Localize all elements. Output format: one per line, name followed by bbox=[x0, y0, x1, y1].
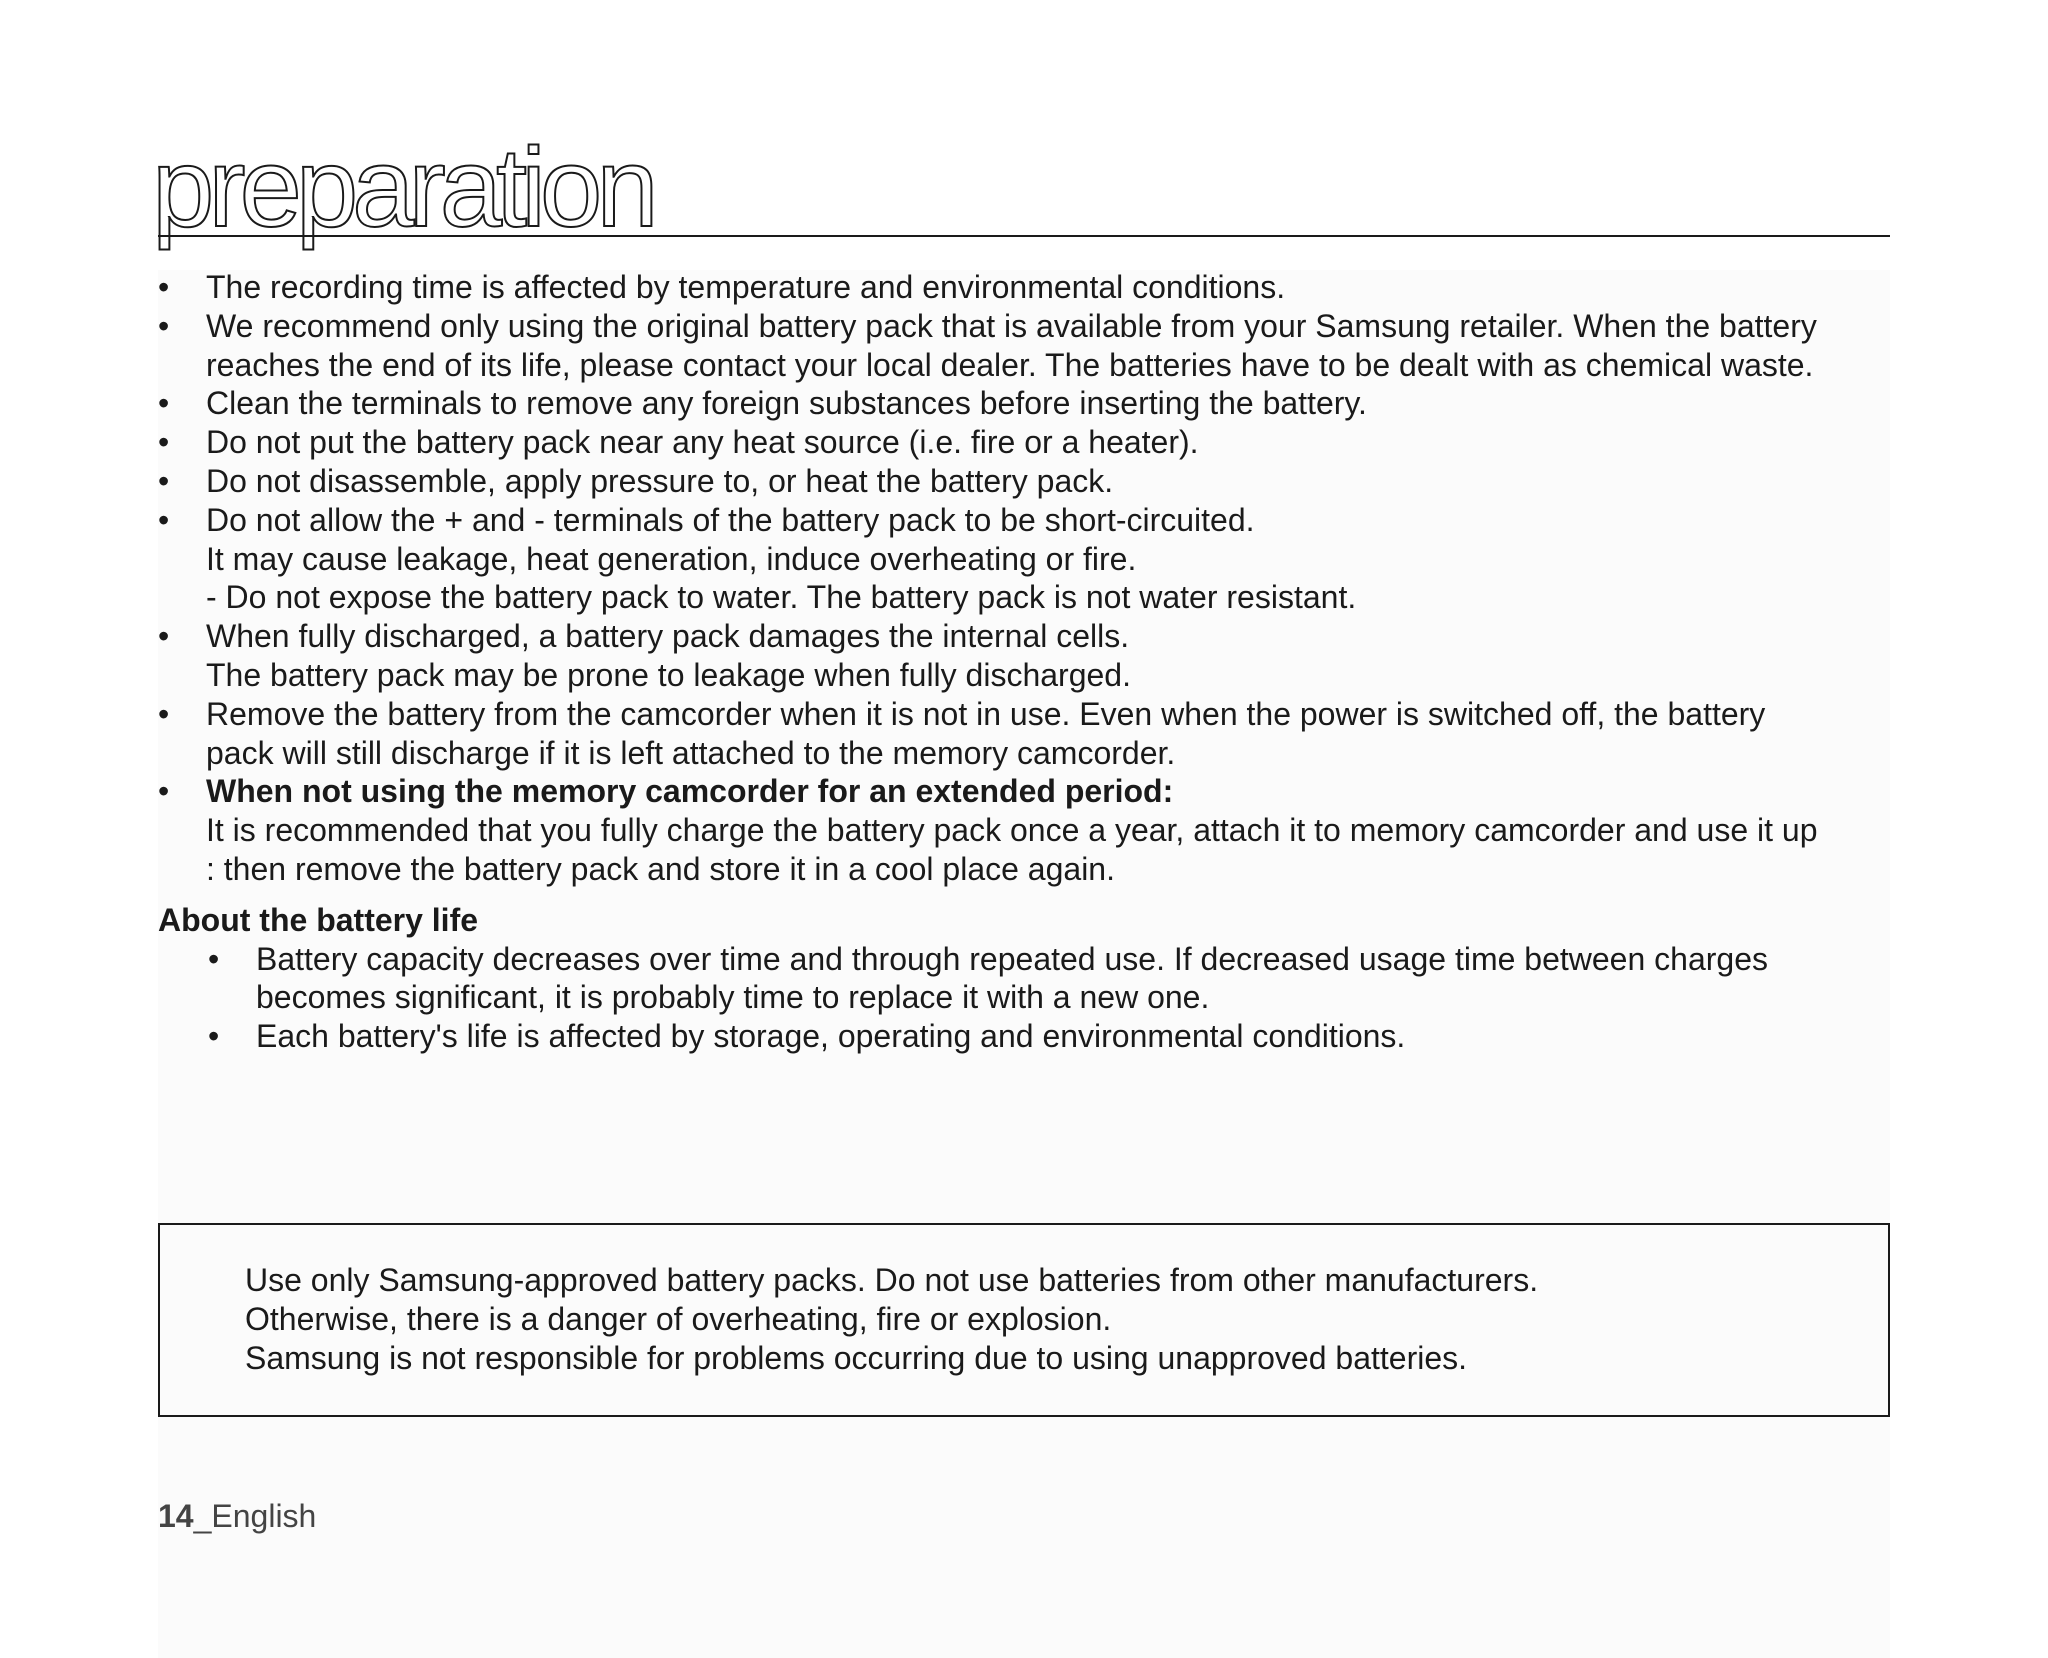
list-item-text: It may cause leakage, heat generation, induce overheating or fire. bbox=[206, 540, 1137, 577]
list-item-text: Battery capacity decreases over time and through repeated use. If decreased usage time between charges bbox=[256, 940, 1768, 977]
page-footer bbox=[158, 1496, 316, 1536]
battery-life-list bbox=[158, 940, 1898, 1056]
list-item bbox=[158, 695, 1898, 773]
list-item-text: Do not allow the + and - terminals of the battery pack to be short-circuited. bbox=[206, 501, 1255, 538]
bullet-dot: • bbox=[158, 307, 170, 344]
list-item bbox=[158, 384, 1898, 423]
bullet-dot: • bbox=[158, 424, 170, 461]
page-number: 14 bbox=[158, 1498, 194, 1534]
list-item-text: Do not put the battery pack near any heat source (i.e. fire or a heater). bbox=[206, 424, 1199, 461]
bullet-dot: • bbox=[158, 501, 170, 538]
list-item bbox=[158, 501, 1898, 617]
list-item-text: Each battery's life is affected by storage, operating and environmental conditions. bbox=[256, 1018, 1406, 1055]
bullet-dot: • bbox=[208, 1018, 220, 1055]
bullet-dot: • bbox=[158, 385, 170, 422]
battery-life-heading: About the battery life bbox=[158, 901, 479, 938]
notice-line: Otherwise, there is a danger of overheating, fire or explosion. bbox=[245, 1300, 1112, 1337]
list-item-text: Clean the terminals to remove any foreign substances before inserting the battery. bbox=[206, 385, 1367, 422]
bullet-dot: • bbox=[158, 269, 170, 305]
list-item-text: The battery pack may be prone to leakage when fully discharged. bbox=[206, 656, 1131, 693]
bullet-dot: • bbox=[158, 695, 170, 732]
list-item-text: When fully discharged, a battery pack damages the internal cells. bbox=[206, 618, 1130, 655]
list-item-text: The recording time is affected by temperature and environmental conditions. bbox=[206, 269, 1286, 305]
main-content bbox=[158, 268, 1898, 1056]
list-item-text: It is recommended that you fully charge the battery pack once a year, attach it to memory camcorder and use it up bbox=[206, 812, 1818, 849]
notice-line: Samsung is not responsible for problems occurring due to using unapproved batteries. bbox=[245, 1339, 1468, 1376]
bullet-dot: • bbox=[158, 773, 170, 810]
bullet-dot: • bbox=[158, 618, 170, 655]
list-item bbox=[208, 940, 1898, 1018]
list-item bbox=[158, 268, 1898, 307]
bullet-dot: • bbox=[208, 940, 220, 977]
notice-text bbox=[245, 1261, 1538, 1377]
list-item-text: pack will still discharge if it is left attached to the memory camcorder. bbox=[206, 734, 1176, 771]
list-item-text: reaches the end of its life, please contact your local dealer. The batteries have to be dealt with as chemical waste. bbox=[206, 346, 1814, 383]
notice-line: Use only Samsung-approved battery packs. Do not use batteries from other manufacturers. bbox=[245, 1262, 1539, 1298]
list-item bbox=[158, 307, 1898, 385]
list-item bbox=[158, 462, 1898, 501]
list-item bbox=[158, 772, 1898, 888]
notice-box bbox=[158, 1223, 1890, 1417]
list-item-text: : then remove the battery pack and store it in a cool place again. bbox=[206, 850, 1115, 887]
list-item-text: Remove the battery from the camcorder when it is not in use. Even when the power is switched off, the battery bbox=[206, 695, 1766, 732]
title-rule bbox=[158, 235, 1890, 237]
page-title: preparation bbox=[152, 125, 653, 250]
list-item-heading: When not using the memory camcorder for an extended period: bbox=[206, 773, 1174, 810]
list-item-text: We recommend only using the original battery pack that is available from your Samsung retailer. When the battery bbox=[206, 307, 1817, 344]
list-item-text: Do not disassemble, apply pressure to, or heat the battery pack. bbox=[206, 462, 1114, 499]
bullet-dot: • bbox=[158, 462, 170, 499]
list-item bbox=[158, 423, 1898, 462]
list-item-text: - Do not expose the battery pack to water. The battery pack is not water resistant. bbox=[206, 579, 1357, 616]
list-item-text: becomes significant, it is probably time to replace it with a new one. bbox=[256, 979, 1210, 1016]
list-item bbox=[158, 617, 1898, 695]
list-item bbox=[208, 1017, 1898, 1056]
footer-language: _English bbox=[193, 1498, 317, 1534]
battery-precautions-list bbox=[158, 268, 1898, 889]
